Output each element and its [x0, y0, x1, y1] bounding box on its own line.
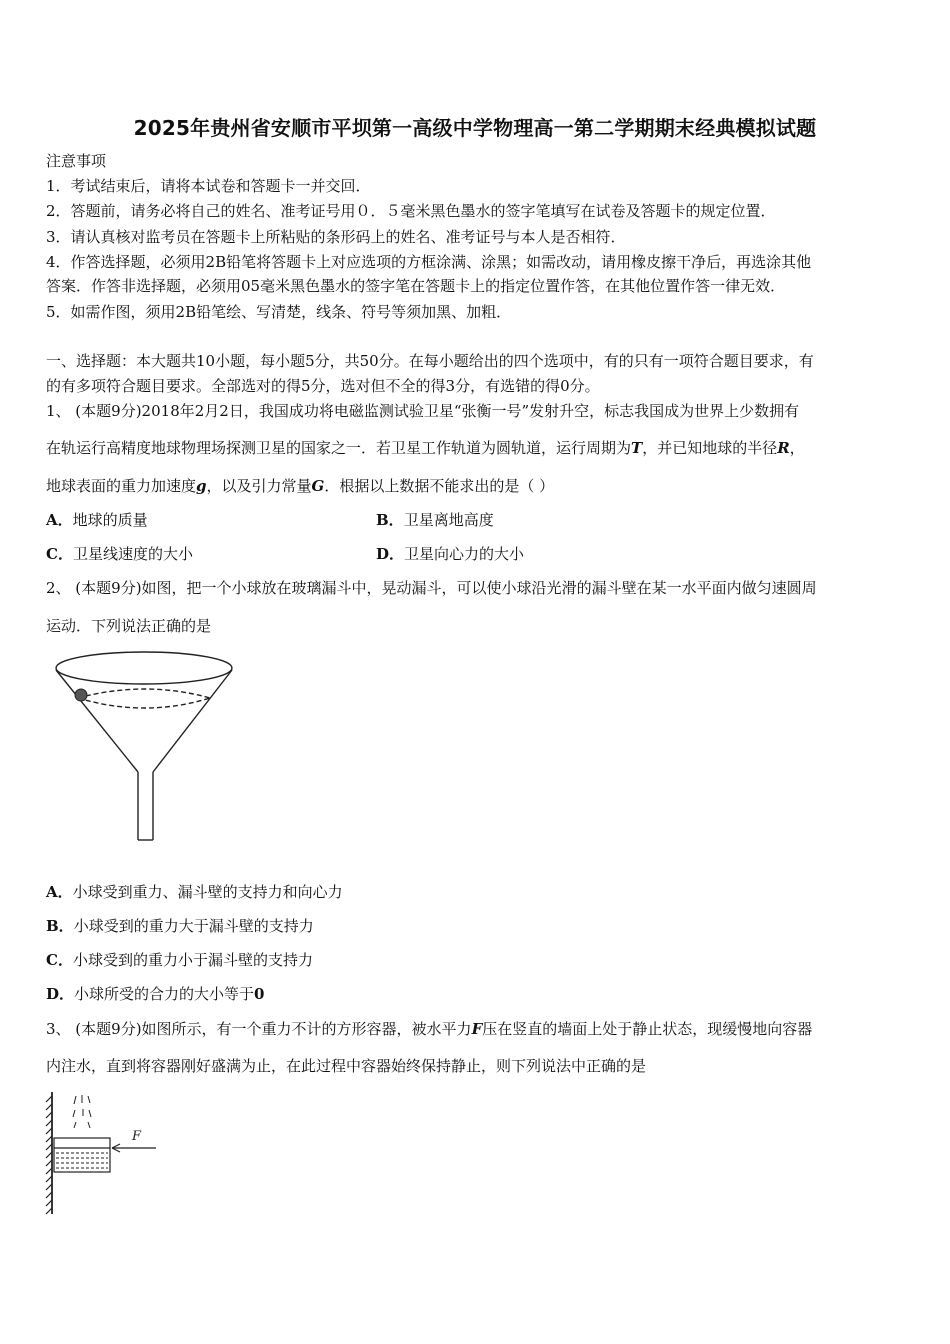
q2-option-b	[46, 916, 314, 936]
q1-var-T: T	[631, 439, 643, 457]
q1-var-G: G	[311, 477, 325, 495]
q2-line1: 2、 (本题9分)如图，把一个小球放在玻璃漏斗中，晃动漏斗，可以使小球沿光滑的漏斗壁在某一水平面内做匀速圆周	[46, 579, 817, 597]
q1-option-c-text: 卫星线速度的大小	[72, 545, 193, 563]
notice-item-5: 5．如需作图，须用2B铅笔绘、写清楚，线条、符号等须加黑、加粗．	[46, 303, 512, 321]
water	[56, 1153, 108, 1168]
q2-option-d-label: D．	[46, 985, 75, 1003]
q1-option-b	[376, 510, 494, 530]
q2-option-a	[46, 882, 343, 902]
q1-line2-b: ，并已知地球的半径	[642, 439, 778, 457]
notice-item-3: 3．请认真核对监考员在答题卡上所粘贴的条形码上的姓名、准考证号与本人是否相符．	[46, 228, 626, 246]
force-label: F	[132, 1129, 142, 1144]
q2-option-b-label: B．	[46, 917, 74, 935]
q1-var-R: R	[777, 439, 790, 457]
q1-line3-b: ，以及引力常量	[206, 477, 312, 495]
q3-line1-a: 3、 (本题9分)如图所示，有一个重力不计的方形容器，被水平力	[46, 1020, 472, 1038]
notice-item-4: 4．作答选择题，必须用2B铅笔将答题卡上对应选项的方框涂满、涂黑；如需改动，请用橡皮擦干净后，再选涂其他	[46, 253, 812, 271]
q1-line3-c: ．根据以上数据不能求出的是（ ）	[324, 477, 555, 495]
ball	[75, 689, 87, 701]
q1-line2-c: ，	[789, 439, 805, 457]
q1-var-g: g	[196, 477, 207, 495]
orbit-front	[78, 698, 210, 708]
notice-item-1: 1．考试结束后，请将本试卷和答题卡一并交回．	[46, 177, 371, 195]
q1-option-d-text: 卫星向心力的大小	[404, 545, 525, 563]
notice-heading: 注意事项	[46, 152, 107, 170]
q1-option-a-label: A．	[46, 511, 73, 529]
q2-option-d	[46, 984, 264, 1004]
q1-option-b-label: B．	[376, 511, 404, 529]
notice-item-4-cont: 答案．作答非选择题，必须用05毫米黑色墨水的签字笔在答题卡上的指定位置作答，在其他位置作答一律无效．	[46, 277, 786, 295]
q1-line3-a: 地球表面的重力加速度	[46, 477, 197, 495]
q2-option-c	[46, 950, 313, 970]
q2-option-a-label: A．	[46, 883, 73, 901]
q1-line1: 1、 (本题9分)2018年2月2日，我国成功将电磁监测试验卫星“张衡一号”发射升空，标志我国成为世界上少数拥有	[46, 402, 800, 420]
funnel-left-wall	[56, 670, 138, 772]
wall-hatching	[46, 1096, 52, 1214]
q2-option-d-text: 小球所受的合力的大小等于	[74, 985, 255, 1003]
q1-line2	[46, 438, 805, 458]
q1-option-d	[376, 544, 524, 564]
q1-option-b-text: 卫星离地高度	[403, 511, 494, 529]
q2-line2: 运动．下列说法正确的是	[46, 617, 212, 635]
q1-option-d-label: D．	[376, 545, 405, 563]
q1-line2-a: 在轨运行高精度地球物理场探测卫星的国家之一．若卫星工作轨道为圆轨道，运行周期为	[46, 439, 632, 457]
q3-line1-b: 压在竖直的墙面上处于静止状态，现缓慢地向容器	[482, 1020, 813, 1038]
funnel-right-wall	[153, 670, 232, 772]
section1-line2: 的有多项符合题目要求。全部选对的得5分，选对但不全的得3分，有选错的得0分。	[46, 377, 600, 395]
notice-item-2: 2．答题前，请务必将自己的姓名、准考证号用０．５毫米黑色墨水的签字笔填写在试卷及答题卡的规定位置．	[46, 202, 776, 220]
q3-line1	[46, 1019, 812, 1039]
q2-option-c-label: C．	[46, 951, 73, 969]
q2-option-b-text: 小球受到的重力大于漏斗壁的支持力	[73, 917, 314, 935]
pouring-water	[73, 1095, 91, 1128]
q3-line2: 内注水，直到将容器刚好盛满为止，在此过程中容器始终保持静止，则下列说法中正确的是	[46, 1057, 647, 1075]
container-figure	[40, 1090, 170, 1218]
q2-option-c-text: 小球受到的重力小于漏斗壁的支持力	[72, 951, 313, 969]
funnel-rim	[56, 652, 232, 684]
funnel-figure	[50, 646, 240, 846]
q2-option-d-zero: 0	[254, 985, 265, 1003]
q3-var-F: F	[471, 1020, 483, 1038]
q1-option-a-text: 地球的质量	[72, 511, 148, 529]
q1-line3	[46, 476, 554, 496]
q1-option-c	[46, 544, 193, 564]
q2-option-a-text: 小球受到重力、漏斗壁的支持力和向心力	[72, 883, 343, 901]
section1-line1: 一、选择题：本大题共10小题，每小题5分，共50分。在每小题给出的四个选项中，有的只有一项符合题目要求，有	[46, 352, 814, 370]
page-title: 2025年贵州省安顺市平坝第一高级中学物理高一第二学期期末经典模拟试题	[133, 116, 817, 140]
q1-option-a	[46, 510, 148, 530]
orbit-back	[78, 689, 210, 698]
q1-option-c-label: C．	[46, 545, 73, 563]
container	[54, 1138, 110, 1172]
